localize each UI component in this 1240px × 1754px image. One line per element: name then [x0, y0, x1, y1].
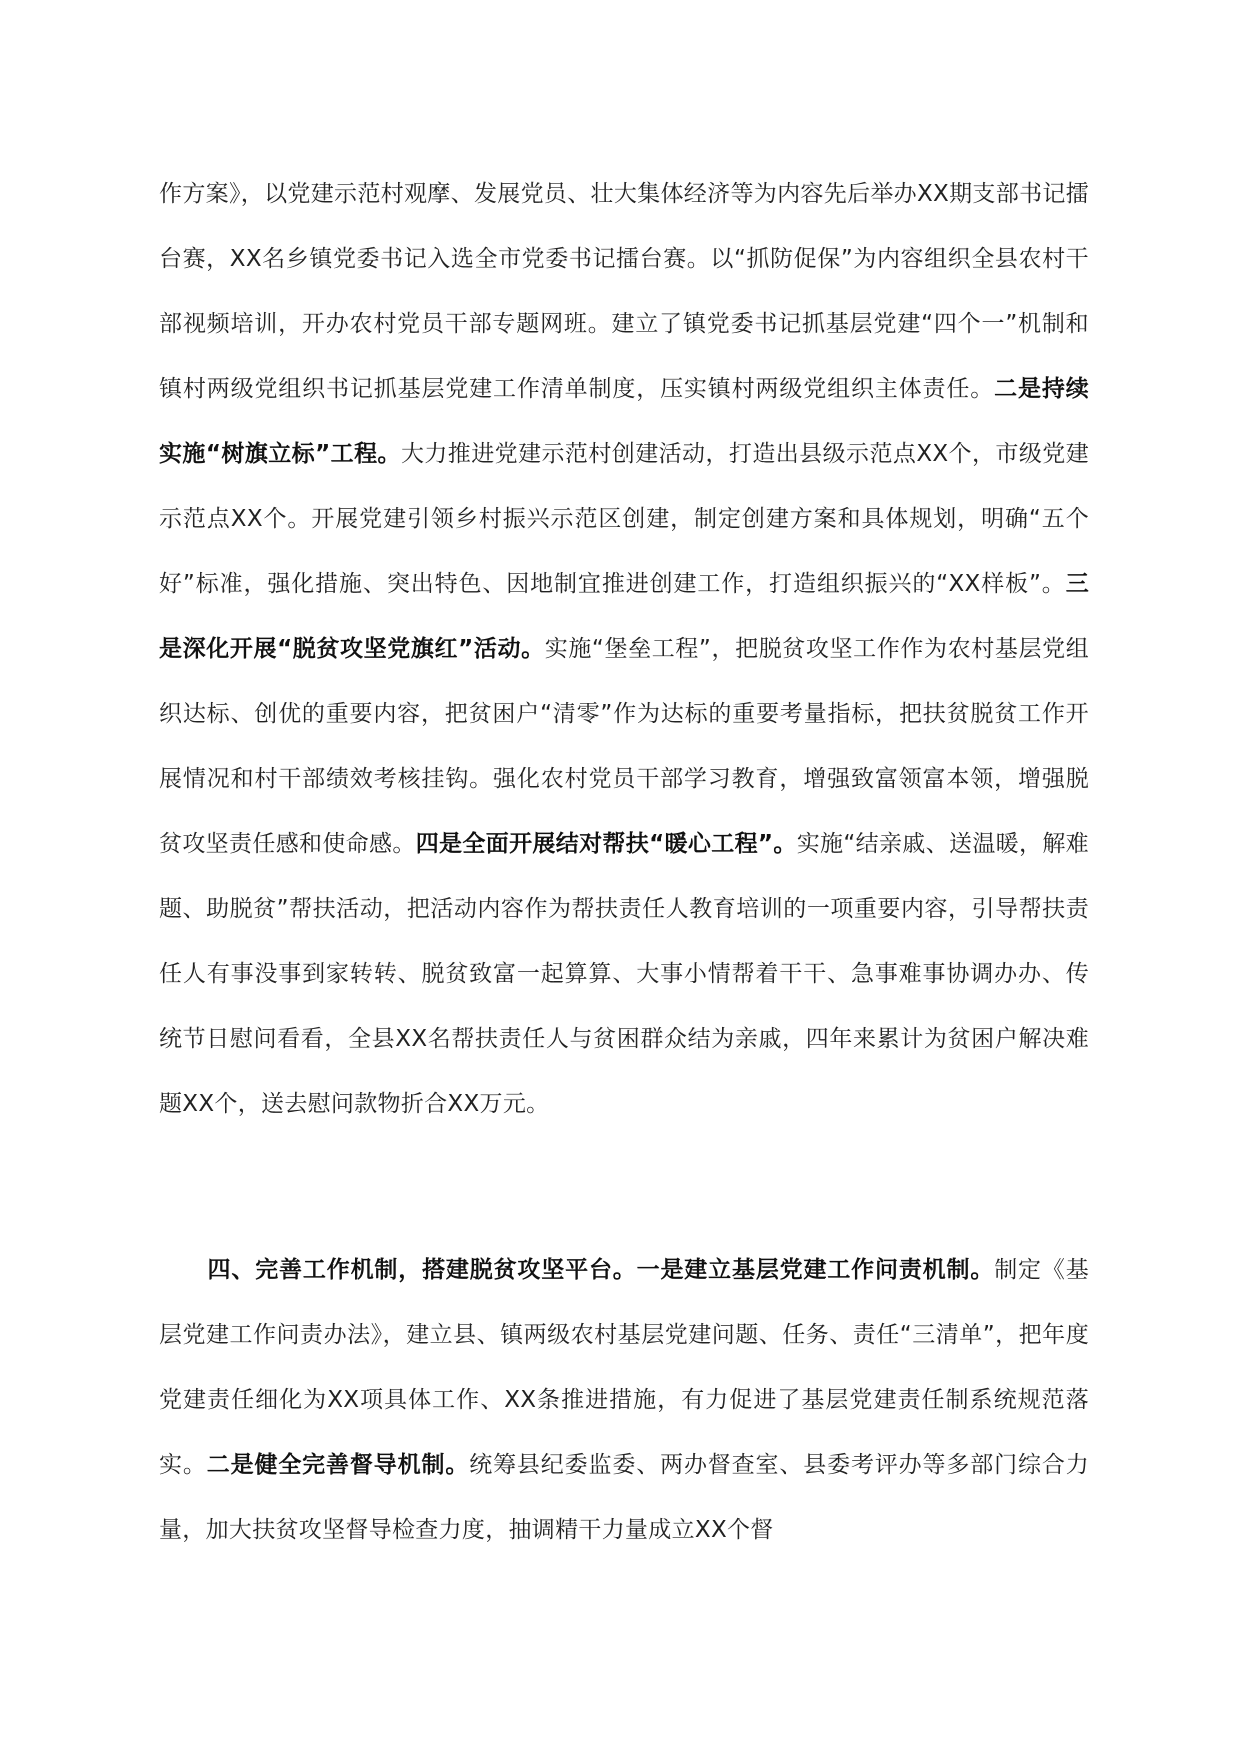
paragraph-work-mechanism — [159, 1238, 1089, 1563]
body-text: 制定《基层党建工作问责办法》，建立县、镇两级农村基层党建问题、任务、责任“三清单”，把年度党建责任细化为XX项具体工作、XX条推进措施，有力促进了基层党建责任制系统规范落实。 — [159, 1257, 1089, 1478]
body-text: 作方案》，以党建示范村观摩、发展党员、壮大集体经济等为内容先后举办XX期支部书记擂台赛，XX名乡镇党委书记入选全市党委书记擂台赛。以“抓防促保”为内容组织全县农村干部视频培训，开办农村党员干部专题网班。建立了镇党委书记抓基层党建“四个一”机制和镇村两级党组织书记抓基层党建工作清单制度，压实镇村两级党组织主体责任。 — [159, 181, 1089, 402]
bold-heading: 一是建立基层党建工作问责机制。 — [636, 1257, 995, 1283]
bold-heading: 二是持续实施“树旗立标”工程。 — [159, 376, 1089, 467]
paragraph-party-building-projects — [159, 162, 1089, 1203]
body-text: 大力推进党建示范村创建活动，打造出县级示范点XX个，市级党建示范点XX个。开展党建引领乡村振兴示范区创建，制定创建方案和具体规划，明确“五个好”标准，强化措施、突出特色、因地制宜推进创建工作，打造组织振兴的“XX样板”。 — [159, 441, 1089, 597]
bold-heading: 二是健全完善督导机制。 — [206, 1452, 470, 1478]
bold-heading: 三是深化开展“脱贫攻坚党旗红”活动。 — [159, 571, 1089, 662]
section-heading: 四、完善工作机制，搭建脱贫攻坚平台。 — [207, 1257, 637, 1283]
body-text: 实施“结亲戚、送温暖，解难题、助脱贫”帮扶活动，把活动内容作为帮扶责任人教育培训的一项重要内容，引导帮扶责任人有事没事到家转转、脱贫致富一起算算、大事小情帮着干干、急事难事协调办办、传统节日慰问看看，全县XX名帮扶责任人与贫困群众结为亲戚，四年来累计为贫困户解决难题XX个，送去慰问款物折合XX万元。 — [159, 831, 1089, 1117]
document-body — [159, 162, 1089, 1563]
bold-heading: 四是全面开展结对帮扶“暖心工程”。 — [415, 831, 797, 857]
body-text: 实施“堡垒工程”，把脱贫攻坚工作作为农村基层党组织达标、创优的重要内容，把贫困户“清零”作为达标的重要考量指标，把扶贫脱贫工作开展情况和村干部绩效考核挂钩。强化农村党员干部学习教育，增强致富领富本领，增强脱贫攻坚责任感和使命感。 — [159, 636, 1089, 857]
body-text: 统筹县纪委监委、两办督查室、县委考评办等多部门综合力量，加大扶贫攻坚督导检查力度，抽调精干力量成立XX个督 — [159, 1452, 1089, 1543]
